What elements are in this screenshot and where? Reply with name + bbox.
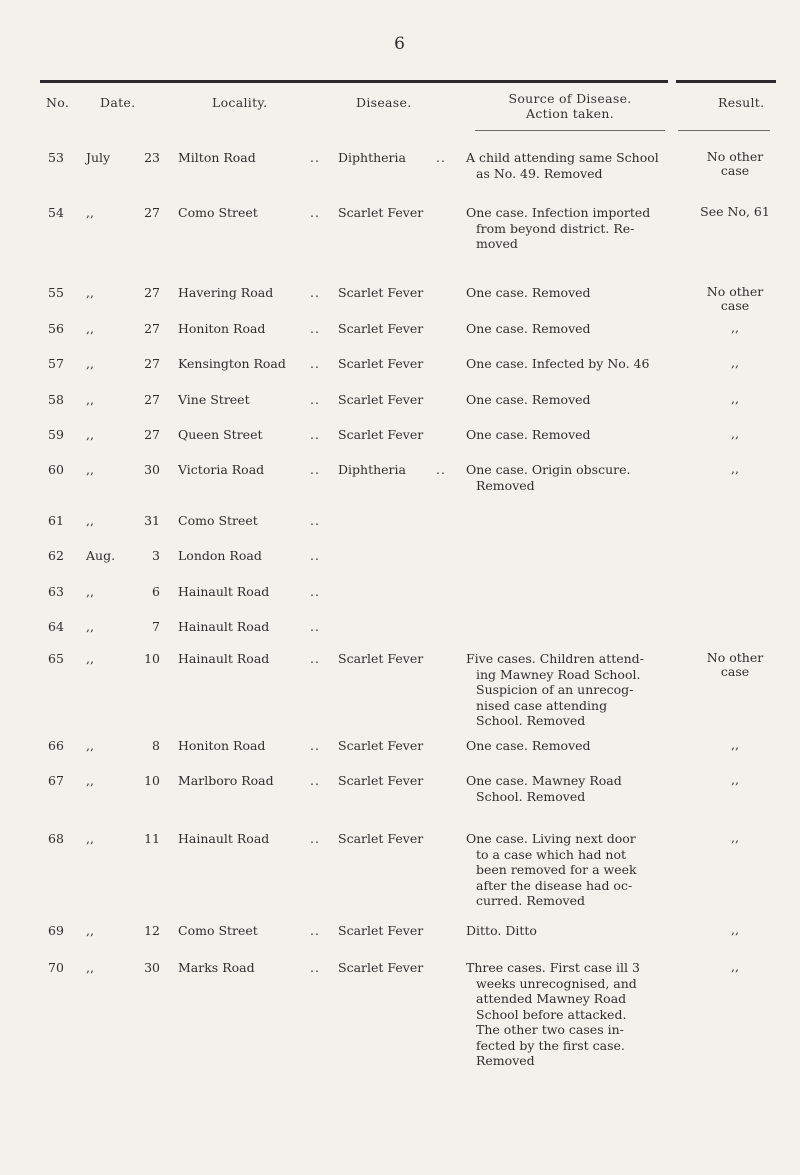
source-line: Suspicion of an unrecog- bbox=[476, 682, 634, 697]
header-disease: Disease. bbox=[356, 95, 412, 110]
source-line: One case. Infection imported bbox=[466, 205, 651, 220]
row-disease: Scarlet Fever bbox=[338, 831, 424, 846]
header-date: Date. bbox=[100, 95, 136, 110]
row-number: 69 bbox=[48, 923, 64, 938]
header-source-line2: Action taken. bbox=[526, 106, 614, 121]
source-line: as No. 49. Removed bbox=[476, 165, 603, 181]
row-month: ,, bbox=[86, 392, 94, 407]
row-locality: Milton Road bbox=[178, 150, 256, 165]
row-source bbox=[466, 831, 688, 909]
row-source bbox=[466, 285, 688, 301]
source-line: ing Mawney Road School. bbox=[476, 666, 641, 682]
row-locality: London Road bbox=[178, 548, 262, 563]
row-number: 59 bbox=[48, 427, 64, 442]
leader-dots: .. bbox=[310, 651, 320, 666]
row-day: 27 bbox=[144, 427, 160, 442]
row-disease: Scarlet Fever bbox=[338, 651, 424, 666]
row-locality: Hainault Road bbox=[178, 584, 270, 599]
row-day: 10 bbox=[144, 773, 160, 788]
row-disease: Scarlet Fever bbox=[338, 773, 424, 788]
row-locality: Victoria Road bbox=[178, 462, 265, 477]
source-line: to a case which had not bbox=[476, 846, 627, 862]
row-day: 31 bbox=[144, 513, 160, 528]
row-month: ,, bbox=[86, 356, 94, 371]
row-source bbox=[466, 738, 688, 754]
source-line: One case. Mawney Road bbox=[466, 773, 622, 788]
row-source bbox=[466, 321, 688, 337]
row-locality: Hainault Road bbox=[178, 651, 270, 666]
row-source bbox=[466, 960, 688, 1069]
page-number: 6 bbox=[394, 34, 406, 54]
row-result: ,, bbox=[731, 355, 739, 370]
row-locality: Como Street bbox=[178, 923, 258, 938]
row-number: 66 bbox=[48, 738, 64, 753]
row-result: No other case bbox=[706, 149, 764, 178]
row-month: ,, bbox=[86, 923, 94, 938]
row-source bbox=[466, 356, 688, 372]
source-line: Three cases. First case ill 3 bbox=[466, 960, 640, 975]
row-result: No other case bbox=[706, 650, 764, 679]
leader-dots: .. bbox=[310, 923, 320, 938]
row-day: 7 bbox=[152, 619, 160, 634]
row-month: ,, bbox=[86, 513, 94, 528]
top-rule-left bbox=[40, 80, 668, 83]
row-result: ,, bbox=[731, 426, 739, 441]
row-number: 61 bbox=[48, 513, 64, 528]
row-month: ,, bbox=[86, 462, 94, 477]
row-source bbox=[466, 205, 688, 252]
row-result: See No, 61 bbox=[700, 204, 770, 219]
row-result: ,, bbox=[731, 922, 739, 937]
leader-dots: .. bbox=[310, 205, 320, 220]
source-line: weeks unrecognised, and bbox=[476, 975, 637, 991]
source-line: School. Removed bbox=[476, 713, 586, 728]
row-locality: Marks Road bbox=[178, 960, 255, 975]
row-number: 70 bbox=[48, 960, 64, 975]
row-month: ,, bbox=[86, 651, 94, 666]
source-line: One case. Removed bbox=[466, 738, 591, 753]
leader-dots: .. bbox=[310, 960, 320, 975]
leader-dots: .. bbox=[310, 831, 320, 846]
row-disease: Scarlet Fever bbox=[338, 356, 424, 371]
source-line: Removed bbox=[476, 477, 535, 493]
row-month: ,, bbox=[86, 738, 94, 753]
row-month: ,, bbox=[86, 619, 94, 634]
row-disease: Scarlet Fever bbox=[338, 321, 424, 336]
source-line: One case. Infected by No. 46 bbox=[466, 356, 650, 371]
row-month: July bbox=[86, 150, 111, 165]
row-locality: Como Street bbox=[178, 513, 258, 528]
row-locality: Honiton Road bbox=[178, 321, 266, 336]
row-month: ,, bbox=[86, 584, 94, 599]
header-underline-result bbox=[678, 130, 770, 131]
row-disease: Scarlet Fever bbox=[338, 738, 424, 753]
row-day: 11 bbox=[144, 831, 160, 846]
row-month: ,, bbox=[86, 321, 94, 336]
row-source bbox=[466, 462, 688, 493]
source-line: curred. Removed bbox=[476, 893, 585, 908]
row-result: ,, bbox=[731, 959, 739, 974]
row-number: 64 bbox=[48, 619, 64, 634]
row-locality: Marlboro Road bbox=[178, 773, 274, 788]
row-day: 23 bbox=[144, 150, 160, 165]
row-disease: Scarlet Fever bbox=[338, 285, 424, 300]
row-day: 27 bbox=[144, 285, 160, 300]
header-locality: Locality. bbox=[212, 95, 268, 110]
row-number: 57 bbox=[48, 356, 64, 371]
row-number: 62 bbox=[48, 548, 64, 563]
source-line: One case. Living next door bbox=[466, 831, 636, 846]
row-locality: Queen Street bbox=[178, 427, 263, 442]
header-source bbox=[470, 91, 670, 121]
row-number: 60 bbox=[48, 462, 64, 477]
row-result: ,, bbox=[731, 737, 739, 752]
row-day: 12 bbox=[144, 923, 160, 938]
leader-dots: .. bbox=[436, 150, 446, 165]
row-day: 27 bbox=[144, 392, 160, 407]
source-line: attended Mawney Road bbox=[476, 991, 627, 1006]
source-line: One case. Removed bbox=[466, 427, 591, 442]
row-month: ,, bbox=[86, 773, 94, 788]
row-number: 58 bbox=[48, 392, 64, 407]
row-day: 8 bbox=[152, 738, 160, 753]
row-source bbox=[466, 651, 688, 729]
source-line: Ditto. Ditto bbox=[466, 923, 537, 938]
source-line: from beyond district. Re- bbox=[476, 220, 635, 236]
row-result: ,, bbox=[731, 391, 739, 406]
leader-dots: .. bbox=[310, 513, 320, 528]
row-disease: Scarlet Fever bbox=[338, 427, 424, 442]
row-source bbox=[466, 427, 688, 443]
leader-dots: .. bbox=[310, 392, 320, 407]
row-disease: Scarlet Fever bbox=[338, 923, 424, 938]
leader-dots: .. bbox=[436, 462, 446, 477]
row-day: 30 bbox=[144, 462, 160, 477]
row-number: 56 bbox=[48, 321, 64, 336]
source-line: One case. Removed bbox=[466, 285, 591, 300]
row-number: 53 bbox=[48, 150, 64, 165]
header-result: Result. bbox=[718, 95, 765, 110]
row-locality: Hainault Road bbox=[178, 619, 270, 634]
row-result: ,, bbox=[731, 830, 739, 845]
top-rule-right bbox=[676, 80, 776, 83]
row-day: 27 bbox=[144, 205, 160, 220]
leader-dots: .. bbox=[310, 619, 320, 634]
row-result: ,, bbox=[731, 772, 739, 787]
leader-dots: .. bbox=[310, 321, 320, 336]
row-number: 54 bbox=[48, 205, 64, 220]
header-source-line1: Source of Disease. bbox=[508, 91, 632, 106]
row-source bbox=[466, 773, 688, 804]
source-line: moved bbox=[476, 236, 518, 251]
row-number: 65 bbox=[48, 651, 64, 666]
row-month: Aug. bbox=[86, 548, 116, 563]
row-disease: Scarlet Fever bbox=[338, 392, 424, 407]
source-line: One case. Removed bbox=[466, 392, 591, 407]
row-result: No other case bbox=[706, 284, 764, 313]
header-underline-source bbox=[475, 130, 665, 131]
row-day: 6 bbox=[152, 584, 160, 599]
row-locality: Como Street bbox=[178, 205, 258, 220]
source-line: after the disease had oc- bbox=[476, 877, 633, 893]
row-disease: Scarlet Fever bbox=[338, 960, 424, 975]
source-line: Five cases. Children attend- bbox=[466, 651, 644, 666]
row-source bbox=[466, 392, 688, 408]
row-result: ,, bbox=[731, 320, 739, 335]
source-line: nised case attending bbox=[476, 697, 608, 713]
row-day: 30 bbox=[144, 960, 160, 975]
source-line: Removed bbox=[476, 1053, 535, 1068]
row-number: 63 bbox=[48, 584, 64, 599]
row-locality: Kensington Road bbox=[178, 356, 286, 371]
row-number: 67 bbox=[48, 773, 64, 788]
row-month: ,, bbox=[86, 960, 94, 975]
row-result: ,, bbox=[731, 461, 739, 476]
row-locality: Hainault Road bbox=[178, 831, 270, 846]
leader-dots: .. bbox=[310, 548, 320, 563]
source-line: One case. Removed bbox=[466, 321, 591, 336]
row-disease: Diphtheria bbox=[338, 150, 406, 165]
row-day: 3 bbox=[152, 548, 160, 563]
source-line: A child attending same School bbox=[466, 150, 659, 165]
source-line: been removed for a week bbox=[476, 862, 637, 877]
row-month: ,, bbox=[86, 285, 94, 300]
row-disease: Scarlet Fever bbox=[338, 205, 424, 220]
source-line: School. Removed bbox=[476, 788, 586, 804]
row-day: 27 bbox=[144, 321, 160, 336]
leader-dots: .. bbox=[310, 773, 320, 788]
row-number: 68 bbox=[48, 831, 64, 846]
source-line: fected by the first case. bbox=[476, 1037, 625, 1053]
row-locality: Havering Road bbox=[178, 285, 274, 300]
row-month: ,, bbox=[86, 205, 94, 220]
row-disease: Diphtheria bbox=[338, 462, 406, 477]
leader-dots: .. bbox=[310, 462, 320, 477]
row-number: 55 bbox=[48, 285, 64, 300]
row-locality: Honiton Road bbox=[178, 738, 266, 753]
source-line: The other two cases in- bbox=[476, 1022, 624, 1037]
source-line: One case. Origin obscure. bbox=[466, 462, 631, 477]
row-day: 10 bbox=[144, 651, 160, 666]
leader-dots: .. bbox=[310, 285, 320, 300]
row-month: ,, bbox=[86, 427, 94, 442]
leader-dots: .. bbox=[310, 427, 320, 442]
source-line: School before attacked. bbox=[476, 1006, 627, 1022]
row-locality: Vine Street bbox=[178, 392, 250, 407]
row-source bbox=[466, 150, 688, 181]
row-month: ,, bbox=[86, 831, 94, 846]
leader-dots: .. bbox=[310, 738, 320, 753]
header-no: No. bbox=[46, 95, 70, 110]
row-source bbox=[466, 923, 688, 939]
leader-dots: .. bbox=[310, 356, 320, 371]
row-day: 27 bbox=[144, 356, 160, 371]
leader-dots: .. bbox=[310, 150, 320, 165]
leader-dots: .. bbox=[310, 584, 320, 599]
